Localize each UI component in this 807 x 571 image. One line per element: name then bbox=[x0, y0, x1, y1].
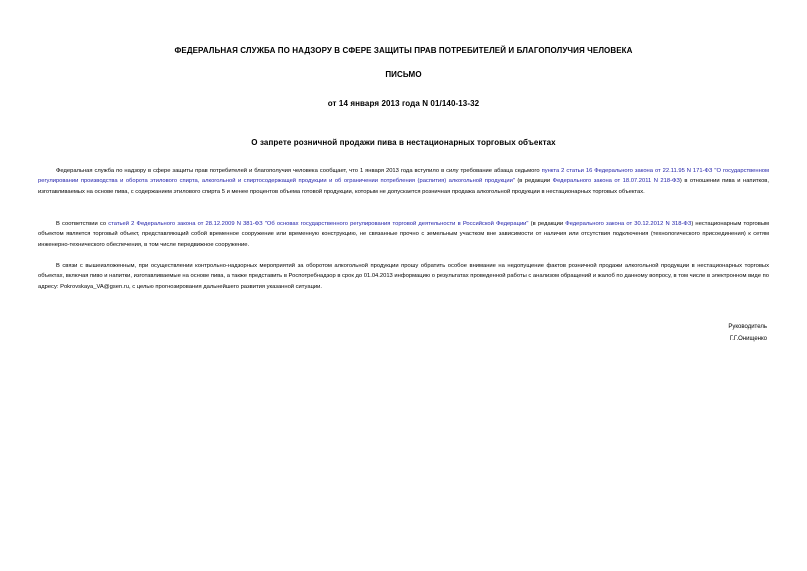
law-218-fz-link[interactable]: Федерального закона от 18.07.2011 N 218-ФЗ bbox=[552, 178, 680, 185]
law-171-fz-link[interactable]: пункта 2 статьи 16 Федерального закона от 22.11.95 N 171-ФЗ "О государственном регулировании производства и оборота этилового спирта, алкогольной и спиртосодержащей продукции и об ограничении потребления (распития) алкогольной продукции" bbox=[38, 168, 769, 185]
document-date-number: от 14 января 2013 года N 01/140-13-32 bbox=[327, 99, 480, 108]
signature-role: Руководитель bbox=[728, 324, 767, 330]
signature-name: Г.Г.Онищенко bbox=[729, 336, 767, 342]
paragraph-2-text-c: ) нестационарным торговым объектом является торговый объект, представляющий собой временное сооружение или временную конструкцию, не связанные прочно с земельным участком вне зависимости от наличия или отсутствия подключения (технологического присоединения) к сетям инженерно-технического обеспечения, в том числе передвижное сооружение. bbox=[38, 221, 770, 248]
paragraph-3: В связи с вышеизложенным, при осуществлении контрольно-надзорных мероприятий за оборотом алкогольной продукции прошу обратить особое внимание на недопущение фактов розничной продажи алкогольной продукции в нестационарных торговых объектах, включая пиво и напитки, изготавливаемые на основе пива, а также представить в Роспотребнадзор в срок до 01.04.2013 информацию о результатах проведенной работы с анализом обращений и жалоб по данному вопросу, в том числе в электронном виде по адресу: Pokrovskaya_VA@gsen.ru, с целью прогнозирования дальнейшего развития указанной ситуации. bbox=[38, 263, 769, 290]
paragraph-2 bbox=[38, 219, 769, 250]
paragraph-2-text-b: (в редакции bbox=[528, 221, 566, 227]
law-318-fz-link[interactable]: Федерального закона от 30.12.2012 N 318-ФЗ bbox=[565, 221, 692, 227]
paragraph-1 bbox=[38, 166, 769, 197]
paragraph-1-text-a: Федеральная служба по надзору в сфере защиты прав потребителей и благополучия человека сообщает, что 1 января 2013 года вступило в силу требование абзаца седьмого bbox=[56, 168, 542, 174]
paragraph-1-text-c: ) в отношении пива и напитков, изготавливаемых на основе пива, с содержанием этилового спирта 5 и менее процентов объема готовой продукции, которым не допускается розничная продажа алкогольной продукции в нестационарных торговых объектах. bbox=[38, 178, 769, 195]
document-subject: О запрете розничной продажи пива в нестационарных торговых объектах bbox=[251, 138, 556, 147]
paragraph-2-text-a: В соответствии со bbox=[56, 221, 109, 227]
agency-title: ФЕДЕРАЛЬНАЯ СЛУЖБА ПО НАДЗОРУ В СФЕРЕ ЗАЩИТЫ ПРАВ ПОТРЕБИТЕЛЕЙ И БЛАГОПОЛУЧИЯ ЧЕЛОВЕКА bbox=[174, 46, 633, 55]
paragraph-1-text-b: (в редакции bbox=[514, 178, 553, 185]
document-type: ПИСЬМО bbox=[385, 70, 422, 79]
law-381-fz-link[interactable]: статьей 2 Федерального закона от 28.12.2009 N 381-ФЗ "Об основах государственного регулирования торговой деятельности в Российской Федерации" bbox=[108, 221, 529, 227]
